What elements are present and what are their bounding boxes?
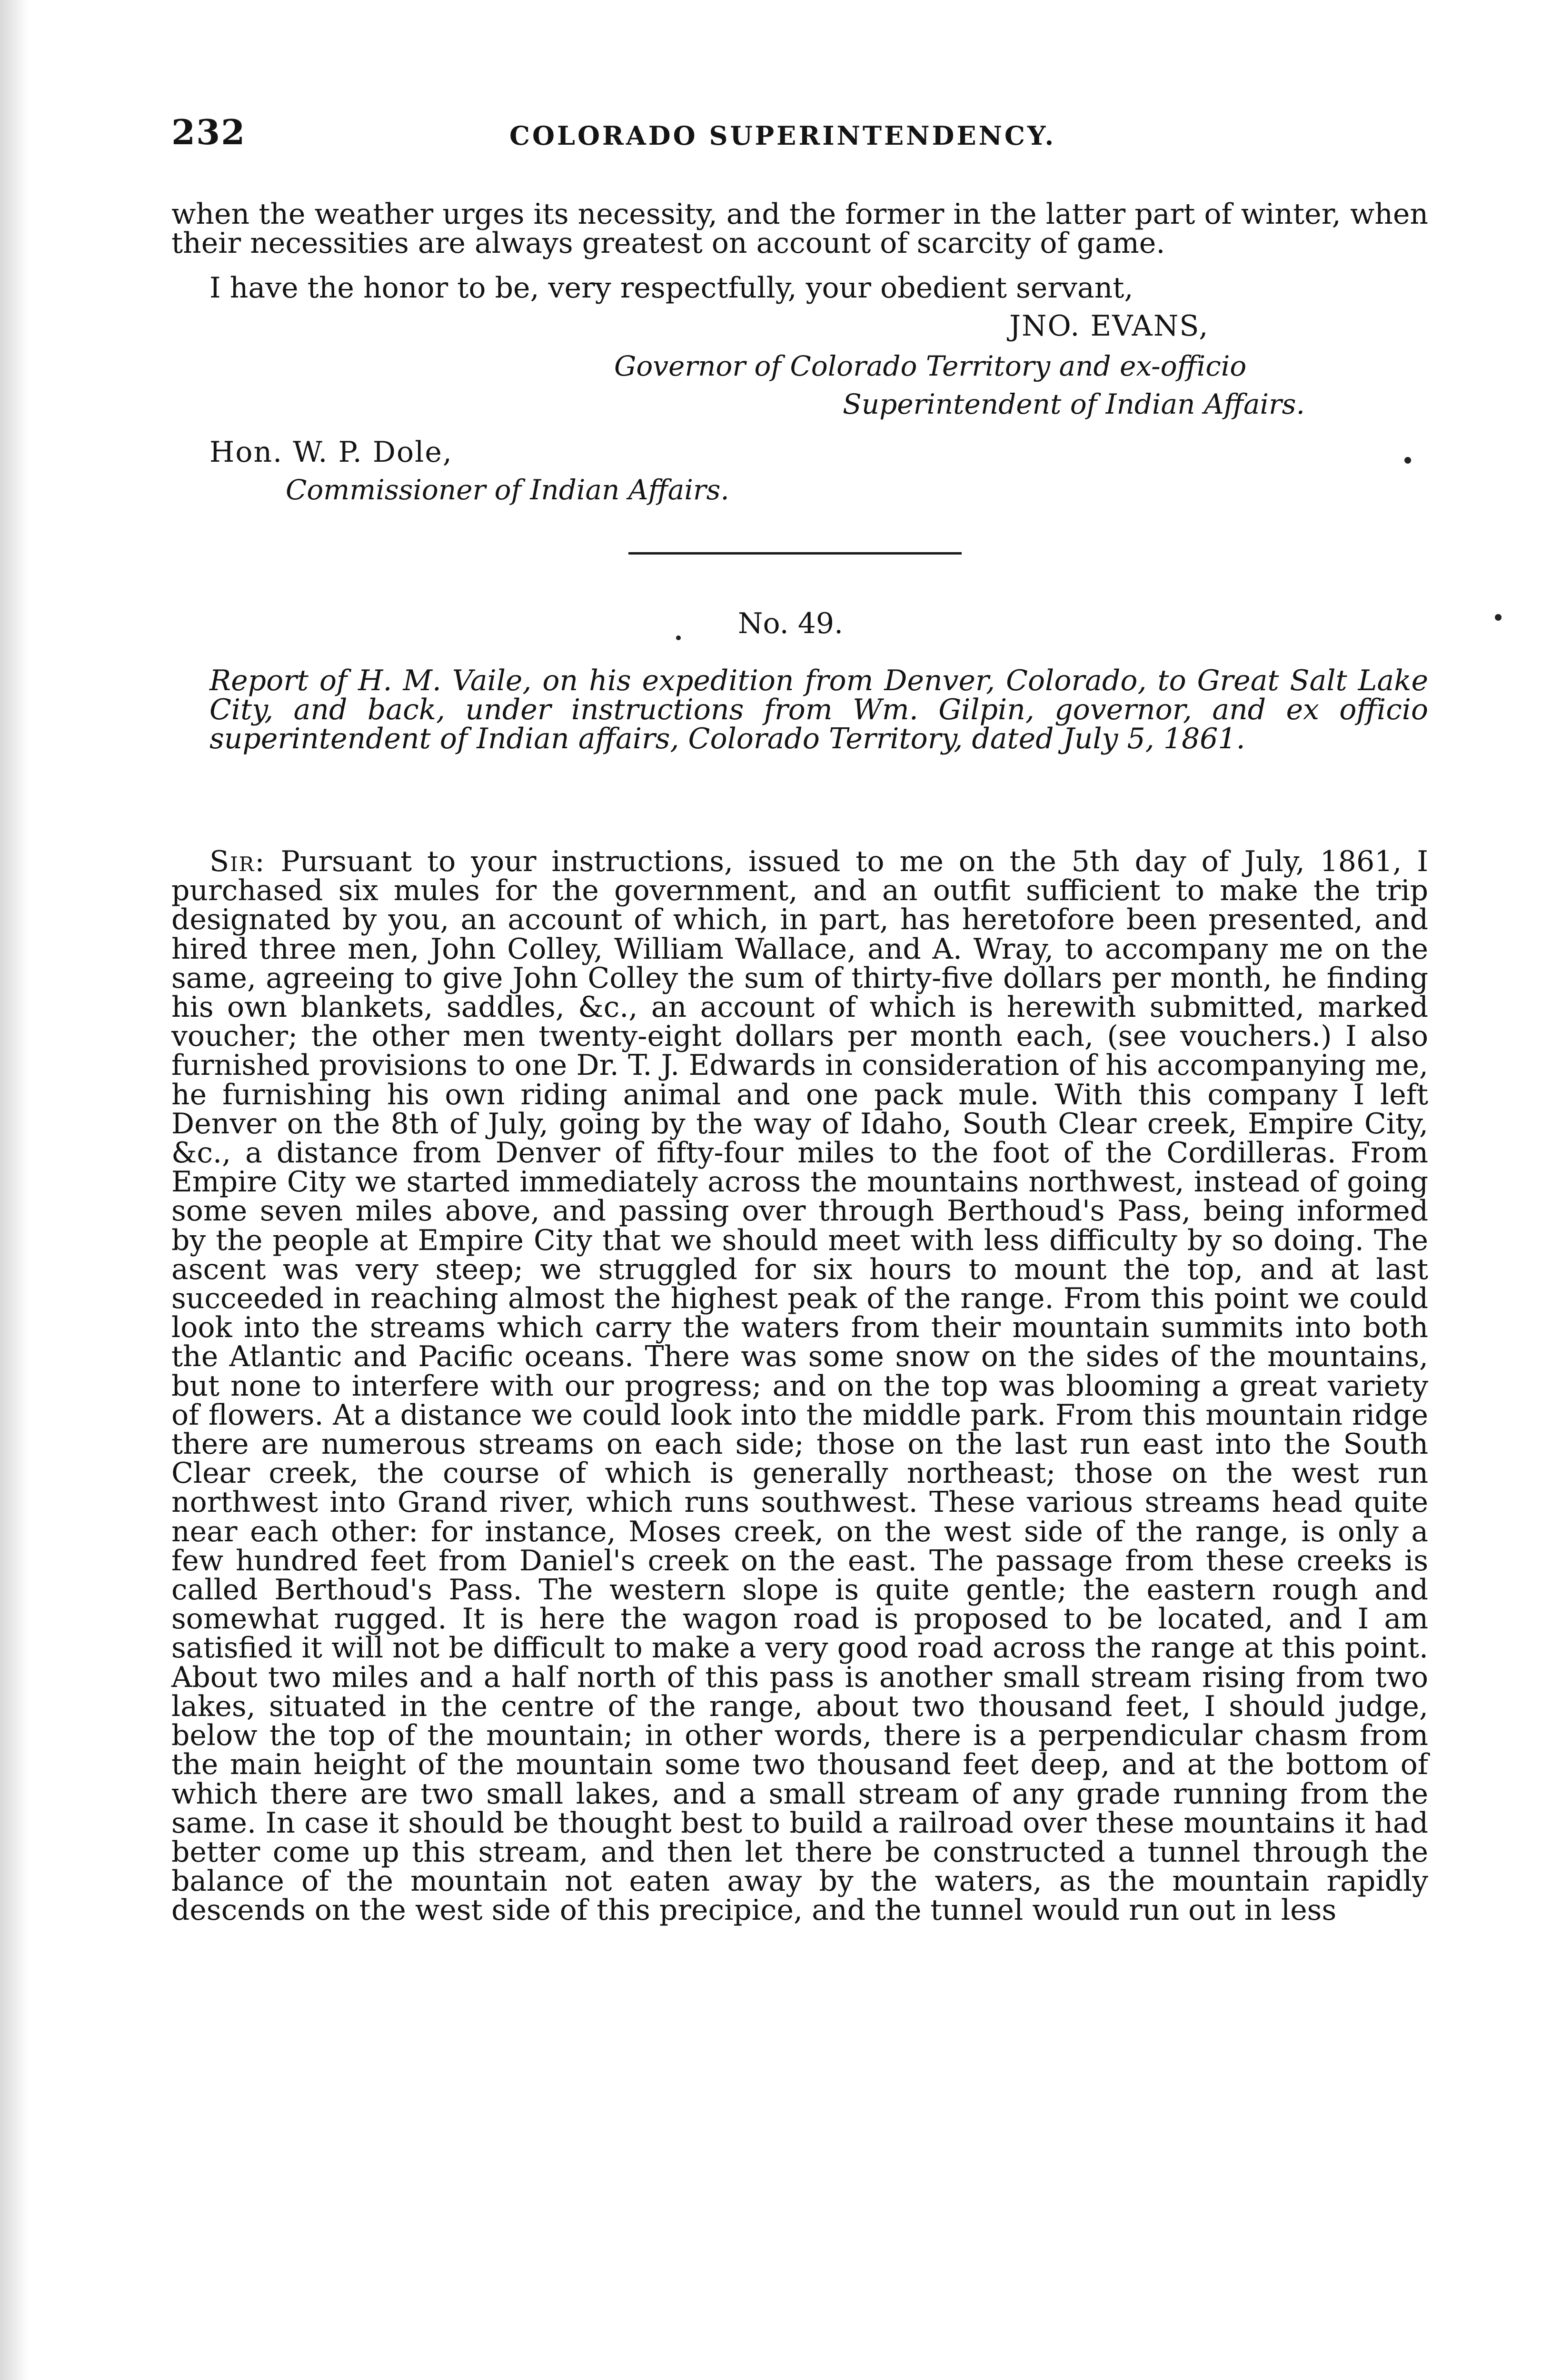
previous-letter-closing-text: when the weather urges its necessity, and the former in the latter part of winter, when their necessities are always greatest on account of scarcity of game.	[171, 198, 1428, 260]
report-body-text: Pursuant to your instructions, issued to me on the 5th day of July, 1861, I purchased six mules for the government, and an outfit sufficient to make the trip designated by you, an account of which, in part, has heretofore been presented, and hired three men, John Colley, William Wallace, and A. Wray, to accompany me on the same, agreeing to give John Colley the sum of thirty-five dollars per month, he finding his own blankets, saddles, &c., an account of which is herewith submitted, marked voucher; the other men twenty-eight dollars per month each, (see vouchers.) I also furnished provisions to one Dr. T. J. Edwards in consideration of his accompanying me, he furnishing his own riding animal and one pack mule. With this company I left Denver on the 8th of July, going by the way of Idaho, South Clear creek, Empire City, &c., a distance from Denver of fifty-four miles to the foot of the Cordilleras. From Empire City we started immediately across the mountains northwest, instead of going some seven miles above, and passing over through Berthoud's Pass, being informed by the people at Empire City that we should meet with less difficulty by so doing. The ascent was very steep; we struggled for six hours to mount the top, and at last succeeded in reaching almost the highest peak of the range. From this point we could look into the streams which carry the waters from their mountain summits into both the Atlantic and Pacific oceans. There was some snow on the sides of the mountains, but none to interfere with our progress; and on the top was blooming a great variety of flowers. At a distance we could look into the middle park. From this mountain ridge there are numerous streams on each side; those on the last run east into the South Clear creek, the course of which is generally northeast; those on the west run northwest into Grand river, which runs southwest. These various streams head quite near each other: for instance, Moses creek, on the west side of the range, is only a few hundred feet from Daniel's creek on the east. The passage from these creeks is called Berthoud's Pass. The western slope is quite gentle; the eastern rough and somewhat rugged. It is here the wagon road is proposed to be located, and I am satisfied it will not be difficult to make a very good road across the range at this point. About two miles and a half north of this pass is another small stream rising from two lakes, situated in the centre of the range, about two thousand feet, I should judge, below the top of the mountain; in other words, there is a perpendicular chasm from the main height of the mountain some two thousand feet deep, and at the bottom of which there are two small lakes, and a small stream of any grade running from the same. In case it should be thought best to build a railroad over these mountains it had better come up this stream, and then let there be constructed a tunnel through the balance of the mountain not eaten away by the waters, as the mountain rapidly descends on the west side of this precipice, and the tunnel would run out in less	[171, 845, 1428, 1927]
page-number: 232	[171, 112, 246, 152]
salutation: Sir:	[209, 845, 266, 878]
signer-name: JNO. EVANS,	[1009, 309, 1209, 343]
document-number: No. 49.	[738, 607, 844, 640]
running-head: COLORADO SUPERINTENDENCY.	[509, 120, 1056, 151]
report-title: Report of H. M. Vaile, on his expedition from Denver, Colorado, to Great Salt Lake City, and back, under instructions from Wm. Gilpin, governor, and ex officio superintendent of Indian affairs, Colorado Territory, dated July 5, 1861.	[209, 664, 1428, 755]
scan-speck	[1495, 614, 1502, 621]
signer-title-line2: Superintendent of Indian Affairs.	[843, 388, 1305, 420]
addressee-title: Commissioner of Indian Affairs.	[286, 474, 729, 506]
scan-shadow-left	[0, 0, 29, 2380]
report-body	[171, 847, 1428, 1925]
valediction: I have the honor to be, very respectfully, your obedient servant,	[209, 271, 1134, 305]
addressee-name: Hon. W. P. Dole,	[209, 436, 453, 469]
section-divider	[628, 552, 962, 555]
signer-title-line1: Governor of Colorado Territory and ex-officio	[614, 350, 1247, 382]
scan-speck	[1404, 457, 1411, 464]
scan-speck	[676, 635, 681, 640]
page-header	[171, 112, 1428, 164]
